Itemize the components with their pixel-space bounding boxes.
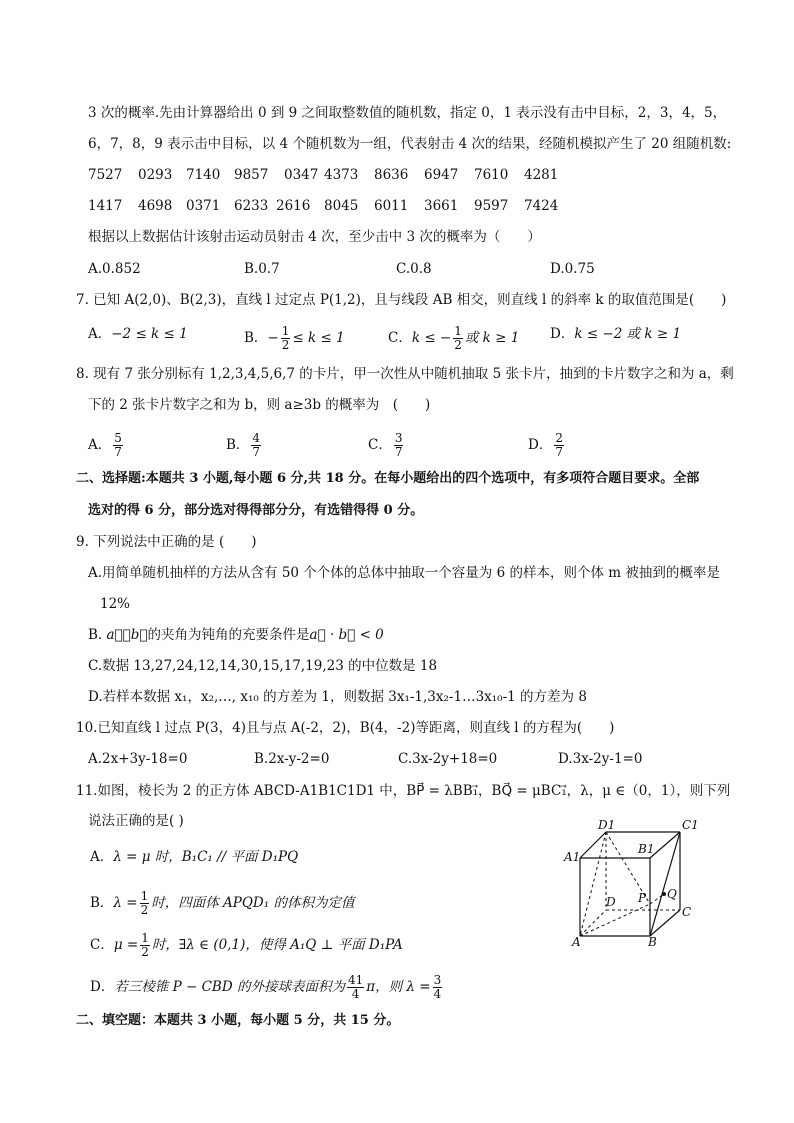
edge-a1d1 xyxy=(580,832,606,858)
section2-heading-line2: 选对的得 6 分，部分选对得得部分分，有选错得得 0 分。 xyxy=(88,503,424,518)
option-math: μ = xyxy=(113,937,139,953)
fraction xyxy=(140,932,150,959)
q6-question: 根据以上数据估计该射击运动员射击 4 次，至少击中 3 次的概率为（ ） xyxy=(88,229,541,245)
random-number: 7424 xyxy=(524,198,559,214)
option-text: 的夹角为钝角的充要条件是 xyxy=(147,627,310,643)
vector-math: a⃗ · b⃗ < 0 xyxy=(309,627,384,643)
q8-line2: 下的 2 张卡片数字之和为 b，则 a≥3b 的概率为 ( ) xyxy=(88,397,431,413)
q8-option-d xyxy=(528,432,566,459)
q6-line2: 6，7，8，9 表示击中目标，以 4 个随机数为一组，代表射击 4 次的结果，经随机模拟产生了 20 组随机数: xyxy=(88,136,732,152)
q10-stem: 10.已知直线 l 过点 P(3，4)且与点 A(-2，2)，B(4，-2)等距离，则直线 l 的方程为( ) xyxy=(76,720,615,736)
fraction xyxy=(554,432,564,459)
fraction xyxy=(281,325,291,352)
fraction xyxy=(140,890,150,917)
random-number: 7140 xyxy=(186,167,221,183)
q8-line1: 8. 现有 7 张分别标有 1,2,3,4,5,6,7 的卡片，甲一次性从中随机抽取 5 张卡片，抽到的卡片数字之和为 a，剩 xyxy=(76,366,734,382)
option-math: 时，四面体 APQD₁ 的体积为定值 xyxy=(151,895,355,911)
denominator: 2 xyxy=(140,903,149,917)
random-number: 0293 xyxy=(138,167,173,183)
option-math: λ = xyxy=(113,895,138,911)
numerator: 1 xyxy=(140,889,149,903)
point-q xyxy=(662,892,666,896)
q9-option-c: C.数据 13,27,24,12,14,30,15,17,19,23 的中位数是 18 xyxy=(88,658,438,674)
denominator: 2 xyxy=(141,945,149,959)
numerator: 2 xyxy=(555,431,563,445)
q10-option-a: A.2x+3y-18=0 xyxy=(88,751,188,767)
diagonal-bc1 xyxy=(650,832,680,936)
option-label: B. xyxy=(88,627,103,643)
denominator: 7 xyxy=(114,445,122,459)
random-number: 4373 xyxy=(324,167,359,183)
fraction xyxy=(394,432,404,459)
random-number: 3661 xyxy=(424,198,459,214)
label-b1: B1 xyxy=(638,842,655,856)
section3-heading: 二、填空题：本题共 3 小题，每小题 5 分，共 15 分。 xyxy=(76,1013,400,1028)
q6-option-d: D.0.75 xyxy=(550,261,595,277)
hidden-edge-ad xyxy=(580,910,606,936)
fraction xyxy=(251,432,261,459)
hidden-line-pq xyxy=(650,894,664,904)
option-label: B． xyxy=(244,330,268,346)
section2-heading-line1: 二、选择题:本题共 3 小题,每小题 6 分,共 18 分。在每小题给出的四个选项中，有多项符合题目要求。全部 xyxy=(76,471,700,486)
random-number: 9597 xyxy=(474,198,509,214)
q7-option-b xyxy=(244,325,345,352)
option-math: 若三棱锥 P − CBD 的外接球表面积为 xyxy=(114,979,345,995)
option-math: k ≤ − xyxy=(411,330,452,346)
cube-figure xyxy=(560,818,710,950)
random-number: 8045 xyxy=(324,198,359,214)
option-math: 或 k ≥ 1 xyxy=(464,330,520,346)
denominator: 7 xyxy=(394,445,403,459)
random-number: 0371 xyxy=(186,198,221,214)
label-c: C xyxy=(682,905,692,919)
edge-b1c1 xyxy=(650,832,680,858)
q9-option-b xyxy=(88,626,384,644)
q11-line1: 11.如图，棱长为 2 的正方体 ABCD-A1B1C1D1 中，BP⃗ = λBB₁⃗，BQ⃗ = μBC₁⃗，λ，μ ∈（0，1），则下列 xyxy=(76,783,731,799)
option-math: π，则 λ = xyxy=(366,979,431,995)
minus-sign: − xyxy=(267,330,279,346)
q7-option-a xyxy=(88,325,188,343)
q10-option-d: D.3x-2y-1=0 xyxy=(558,751,643,767)
random-number: 9857 xyxy=(234,167,269,183)
option-label: A． xyxy=(90,849,114,865)
option-math: λ = μ 时，B₁C₁ // 平面 D₁PQ xyxy=(113,849,299,865)
option-math: ≤ k ≤ 1 xyxy=(292,330,345,346)
random-number: 6233 xyxy=(234,198,269,214)
q11-option-c xyxy=(90,932,403,959)
denominator: 4 xyxy=(351,987,360,1001)
denominator: 2 xyxy=(454,338,462,352)
option-label: A． xyxy=(88,437,112,453)
random-number: 7527 xyxy=(88,167,123,183)
random-number: 6947 xyxy=(424,167,459,183)
label-d1: D1 xyxy=(598,818,616,832)
numerator: 1 xyxy=(141,931,149,945)
numerator: 3 xyxy=(433,973,442,987)
numerator: 3 xyxy=(394,431,403,445)
q8-option-c xyxy=(368,432,405,459)
label-c1: C1 xyxy=(682,818,699,832)
option-label: C． xyxy=(90,937,114,953)
q10-option-b: B.2x-y-2=0 xyxy=(254,751,330,767)
q6-option-b: B.0.7 xyxy=(244,261,280,277)
denominator: 7 xyxy=(252,445,261,459)
q9-option-a-line2: 12% xyxy=(100,596,131,612)
option-math: k ≤ −2 或 k ≥ 1 xyxy=(574,326,682,342)
q11-option-a xyxy=(90,848,298,866)
random-number: 6011 xyxy=(374,198,409,214)
random-number: 2616 xyxy=(276,198,311,214)
q7-option-d xyxy=(550,325,681,343)
random-number: 4281 xyxy=(524,167,559,183)
label-a: A xyxy=(572,935,581,949)
option-label: B． xyxy=(90,895,114,911)
q9-stem: 9. 下列说法中正确的是 ( ) xyxy=(76,534,257,550)
numerator: 1 xyxy=(454,324,462,338)
q7-stem: 7. 已知 A(2,0)、B(2,3)，直线 l 过定点 P(1,2)，且与线段 AB 相交，则直线 l 的斜率 k 的取值范围是( ) xyxy=(76,292,727,308)
random-number: 4698 xyxy=(138,198,173,214)
numerator: 1 xyxy=(281,324,290,338)
fraction xyxy=(347,974,364,1001)
random-number: 1417 xyxy=(88,198,123,214)
vector-math: a⃗，b⃗ xyxy=(106,627,148,643)
numerator: 4 xyxy=(252,431,261,445)
numerator: 5 xyxy=(114,431,122,445)
fraction xyxy=(453,325,463,352)
label-a1: A1 xyxy=(564,850,581,864)
option-label: B． xyxy=(226,437,250,453)
q6-option-a: A.0.852 xyxy=(88,261,141,277)
random-number: 8636 xyxy=(374,167,409,183)
q11-option-d xyxy=(90,974,444,1001)
q11-line2: 说法正确的是( ) xyxy=(88,813,184,829)
q9-option-a-line1: A.用简单随机抽样的方法从含有 50 个个体的总体中抽取一个容量为 6 的样本，则个体 m 被抽到的概率是 xyxy=(88,565,720,581)
option-label: D． xyxy=(528,437,553,453)
numerator: 41 xyxy=(347,973,364,987)
label-q: Q xyxy=(667,887,677,901)
q9-option-d: D.若样本数据 x₁，x₂,…, x₁₀ 的方差为 1，则数据 3x₁-1,3x₂-1…3x₁₀-1 的方差为 8 xyxy=(88,689,587,705)
option-math: 时，∃λ ∈ (0,1)，使得 A₁Q ⊥ 平面 D₁PA xyxy=(151,937,403,953)
q8-option-a xyxy=(88,432,125,459)
option-math: −2 ≤ k ≤ 1 xyxy=(111,326,188,342)
random-number: 0347 xyxy=(284,167,319,183)
option-label: D． xyxy=(90,979,115,995)
fraction xyxy=(113,432,123,459)
label-d: D xyxy=(606,895,616,909)
denominator: 7 xyxy=(555,445,563,459)
q6-line1: 3 次的概率.先由计算器给出 0 到 9 之间取整数值的随机数，指定 0，1 表示没有击中目标，2，3，4，5， xyxy=(88,105,727,121)
random-number: 7610 xyxy=(474,167,509,183)
option-label: C． xyxy=(368,437,392,453)
option-label: A． xyxy=(88,326,112,342)
q8-option-b xyxy=(226,432,263,459)
q11-option-b xyxy=(90,890,354,917)
fraction xyxy=(433,974,443,1001)
edge-bc xyxy=(650,910,680,936)
q7-option-c xyxy=(388,325,519,352)
label-b: B xyxy=(648,935,657,949)
option-label: D． xyxy=(550,326,575,342)
q10-option-c: C.3x-2y+18=0 xyxy=(398,751,498,767)
hidden-line-d1a xyxy=(580,832,606,936)
option-label: C． xyxy=(388,330,412,346)
q6-option-c: C.0.8 xyxy=(396,261,432,277)
label-p: P xyxy=(638,891,647,905)
denominator: 4 xyxy=(433,987,442,1001)
denominator: 2 xyxy=(281,338,290,352)
